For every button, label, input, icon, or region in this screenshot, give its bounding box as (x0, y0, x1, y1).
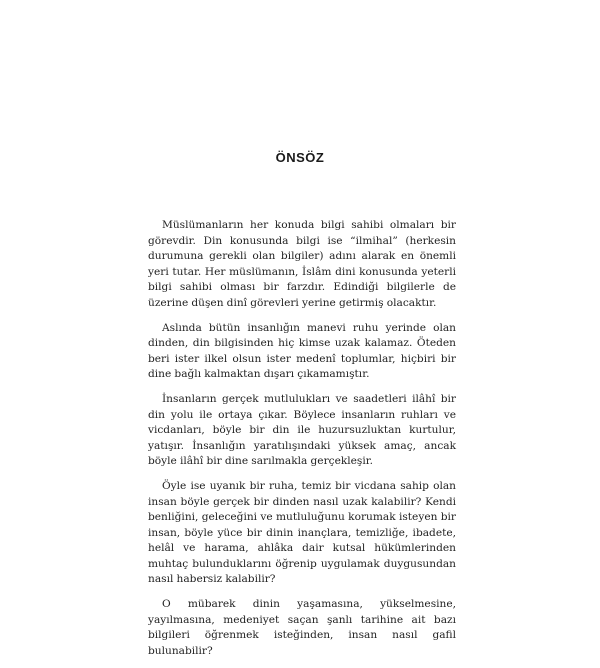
paragraph: Aslında bütün insanlığın manevi ruhu yerinde olan dinden, din bilgisinden hiç kimse uzak kalamaz. Öteden beri ister ilkel olsun ister medenî toplumlar, hiçbiri bir dine bağlı kalmaktan dışarı çıkamamıştır. (148, 321, 456, 381)
paragraph: Öyle ise uyanık bir ruha, temiz bir vicdana sahip olan insan böyle gerçek bir dinden nasıl uzak kalabilir? Kendi benliğini, geleceğini ve mutluluğunu korumak isteyen bir insan, böyle yüce bir dinin inançlara, temizliğe, ibadete, helâl ve harama, ahlâka dair kutsal hükümlerinden muhtaç bulunduklarını öğrenip uygulamak duygusundan nasıl habersiz kalabilir? (148, 479, 456, 586)
page-title: ÖNSÖZ (275, 150, 325, 165)
paragraph: İnsanların gerçek mutlulukları ve saadetleri ilâhî bir din yolu ile ortaya çıkar. Böylece insanların ruhları ve vicdanları, böyle bir din ile huzursuzluktan kurtulur, yatışır. İnsanlığın yaratılışındaki yüksek amaç, ancak böyle ilâhî bir dine sarılmakla gerçekleşir. (148, 392, 456, 468)
foreword-body (148, 218, 456, 668)
paragraph: Müslümanların her konuda bilgi sahibi olmaları bir görevdir. Din konusunda bilgi ise “ilmihal” (herkesin durumuna gerekli olan bilgiler) adını alarak en önemli yeri tutar. Her müslümanın, İslâm dini konusunda yeterli bilgi sahibi olması bir farzdır. Edindiği bilgilerle de üzerine düşen dinî görevleri yerine getirmiş olacaktır. (148, 219, 456, 309)
paragraph: O mübarek dinin yaşamasına, yükselmesine, yayılmasına, medeniyet saçan şanlı tarihine ait bazı bilgileri öğrenmek isteğinden, insan nasıl gafil bulunabilir? (148, 598, 456, 657)
